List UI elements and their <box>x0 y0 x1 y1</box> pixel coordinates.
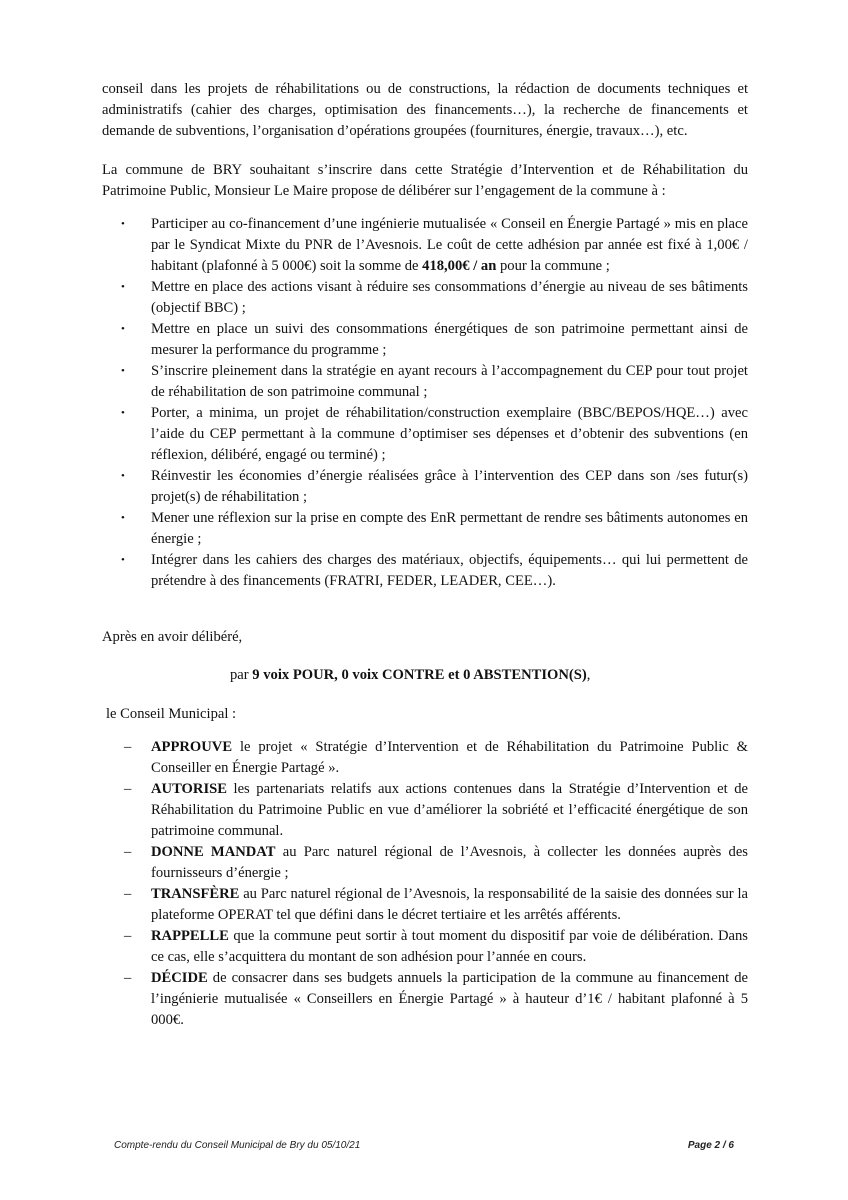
bullet-icon: • <box>121 365 125 377</box>
list-item: • Mettre en place des actions visant à réduire ses consommations d’énergie au niveau de ses bâtiments (objectif BBC) ; <box>121 279 748 316</box>
vote-count: 9 voix POUR, 0 voix CONTRE et 0 ABSTENTION(S) <box>252 667 587 683</box>
list-item: • Mener une réflexion sur la prise en compte des EnR permettant de rendre ses bâtiments autonomes en énergie ; <box>121 510 748 547</box>
engagement-list <box>102 214 748 592</box>
council-label: le Conseil Municipal : <box>106 706 237 722</box>
bullet-icon: • <box>121 323 125 335</box>
dash-icon: – <box>124 886 132 902</box>
bullet-icon: • <box>121 281 125 293</box>
list-item: – DONNE MANDAT au Parc naturel régional de l’Avesnois, à collecter les données auprès des fournisseurs d’énergie ; <box>124 844 748 881</box>
dash-icon: – <box>124 844 132 860</box>
list-item: • Mettre en place un suivi des consommations énergétiques de son patrimoine permettant ainsi de mesurer la performance du programme ; <box>121 321 748 358</box>
intro-paragraph: La commune de BRY souhaitant s’inscrire dans cette Stratégie d’Intervention et de Réhabilitation du Patrimoine Public, Monsieur Le Maire propose de délibérer sur l’engagement de la commune à : <box>102 162 748 199</box>
deliberation-intro: Après en avoir délibéré, <box>102 629 243 645</box>
list-item: – AUTORISE les partenariats relatifs aux actions contenues dans la Stratégie d’Intervention et de Réhabilitation du Patrimoine Public en vue d’améliorer la sobriété et l’efficacité énergétique de son patrimoine communal. <box>124 781 748 839</box>
list-item: • Intégrer dans les cahiers des charges des matériaux, objectifs, équipements… qui lui permettent de prétendre à des financements (FRATRI, FEDER, LEADER, CEE…). <box>121 552 748 589</box>
list-item: • Porter, a minima, un projet de réhabilitation/construction exemplaire (BBC/BEPOS/HQE…) avec l’aide du CEP permettant à la commune d’optimiser ses dépenses et d’obtenir des subventions (en réflexion, délibéré, engagé ou terminé) ; <box>121 405 748 463</box>
list-item: – APPROUVE le projet « Stratégie d’Intervention et de Réhabilitation du Patrimoine Public & Conseiller en Énergie Partagé ». <box>124 739 748 776</box>
list-item: – DÉCIDE de consacrer dans ses budgets annuels la participation de la commune au financement de l’ingénierie mutualisée « Conseillers en Énergie Partagé » à hauteur d’1€ / habitant plafonné à 5 000€. <box>124 970 748 1028</box>
intro-paragraph-continued: conseil dans les projets de réhabilitations ou de constructions, la rédaction de documents techniques et administratifs (cahier des charges, optimisation des financements…), la recherche de financements et demande de subventions, l’organisation d’opérations groupées (fournitures, énergie, travaux…), etc. <box>102 81 748 139</box>
dash-icon: – <box>124 781 132 797</box>
cost-amount: 418,00€ / an <box>422 258 497 274</box>
list-item: • S’inscrire pleinement dans la stratégie en ayant recours à l’accompagnement du CEP pour tout projet de réhabilitation de son patrimoine communal ; <box>121 363 748 400</box>
list-item: • Participer au co-financement d’une ingénierie mutualisée « Conseil en Énergie Partagé » mis en place par le Syndicat Mixte du PNR de l’Avesnois. Le coût de cette adhésion par année est fixé à 1,00€ / habitant (plafonné à 5 000€) soit la somme de 418,00€ / an pour la commune ; <box>121 216 748 274</box>
dash-icon: – <box>124 970 132 986</box>
bullet-icon: • <box>121 470 125 482</box>
list-item: • Réinvestir les économies d’énergie réalisées grâce à l’intervention des CEP dans son /ses futur(s) projet(s) de réhabilitation ; <box>121 468 748 505</box>
footer-document-title: Compte-rendu du Conseil Municipal de Bry du 05/10/21 <box>114 1140 361 1151</box>
bullet-icon: • <box>121 554 125 566</box>
bullet-icon: • <box>121 512 125 524</box>
footer-page-number: Page 2 / 6 <box>687 1140 734 1151</box>
dash-icon: – <box>124 739 132 755</box>
bullet-icon: • <box>121 218 125 230</box>
list-item: – RAPPELLE que la commune peut sortir à tout moment du dispositif par voie de délibération. Dans ce cas, elle s’acquittera du montant de son adhésion pour l’année en cours. <box>124 928 748 965</box>
decision-list <box>102 737 748 1031</box>
bullet-icon: • <box>121 407 125 419</box>
list-item: – TRANSFÈRE au Parc naturel régional de l’Avesnois, la responsabilité de la saisie des données sur la plateforme OPERAT tel que défini dans le décret tertiaire et les arrêtés afférents. <box>124 886 748 923</box>
vote-result: par 9 voix POUR, 0 voix CONTRE et 0 ABSTENTION(S), <box>230 667 591 683</box>
dash-icon: – <box>124 928 132 944</box>
